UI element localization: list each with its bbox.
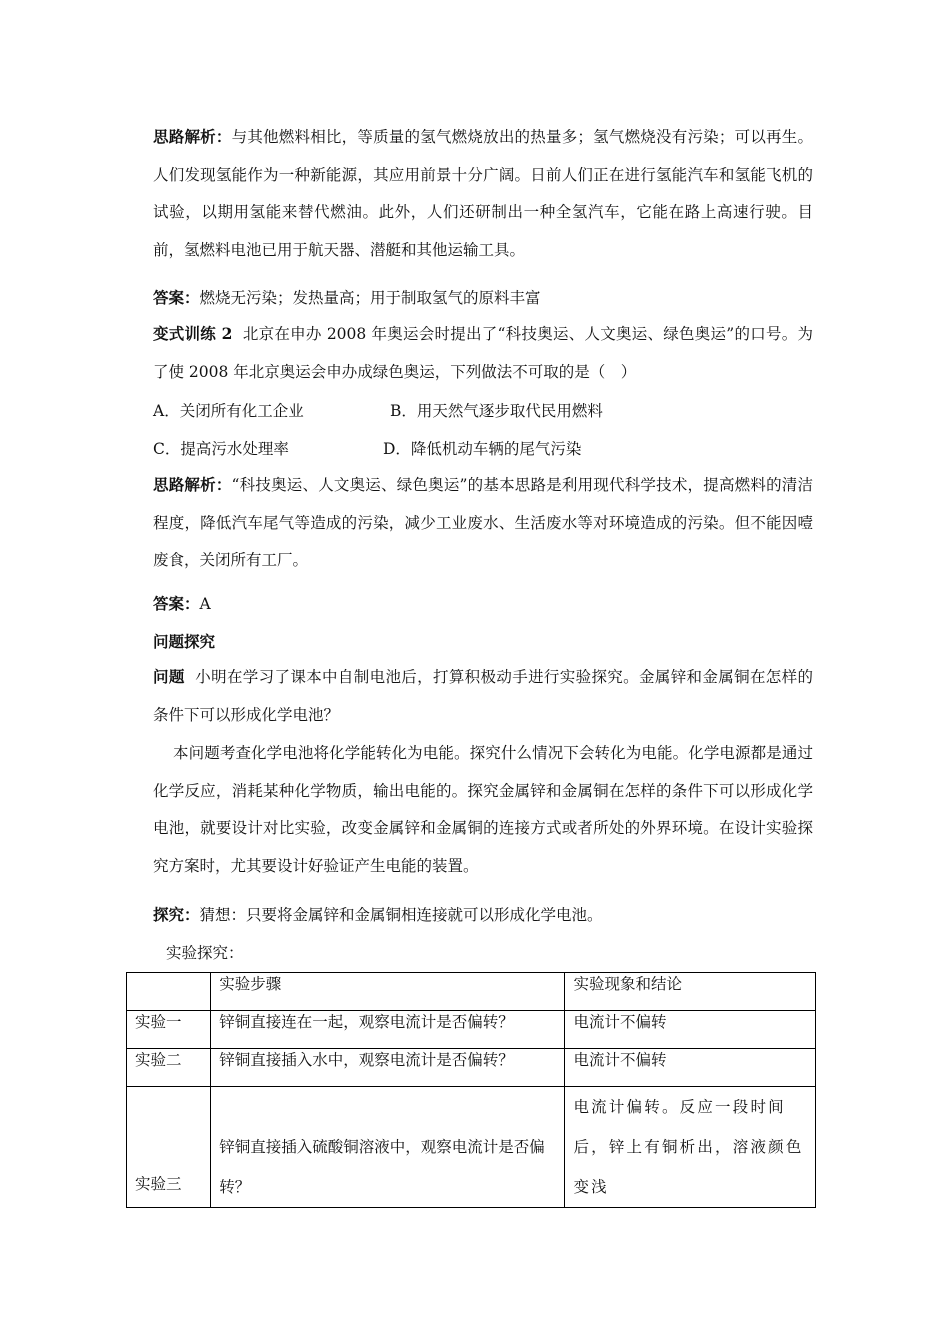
analysis-label: 思路解析： [153,475,232,494]
option-c: C．提高污水处理率 [153,440,289,458]
problem-analysis: 本问题考查化学电池将化学能转化为电能。探究什么情况下会转化为电能。化学电源都是通过化学反应，消耗某种化学物质，输出电能的。探究金属锌和金属铜在怎样的条件下可以形成化学电池，就要设计对比实验，改变金属锌和金属铜的连接方式或者所处的外界环境。在设计实验探究方案时，尤其要设计好验证产生电能的装置。 [153,744,813,875]
problem-paragraph [153,658,813,734]
explore-text: 猜想：只要将金属锌和金属铜相连接就可以形成化学电池。 [199,906,603,924]
table-cell: 锌铜直接插入水中，观察电流计是否偏转？ [211,1049,565,1087]
problem-text: 小明在学习了课本中自制电池后，打算积极动手进行实验探究。金属锌和金属铜在怎样的条件下可以形成化学电池？ [153,668,813,724]
table-row [127,1011,816,1049]
experiment-title: 实验探究： [166,944,244,962]
option-a: A．关闭所有化工企业 [153,402,304,420]
table-cell: 电流计偏转。反应一段时间后，锌上有铜析出，溶液颜色变浅 [565,1087,816,1208]
answer-label: 答案： [153,288,200,307]
table-cell: 实验三 [127,1087,211,1208]
explore-line [153,904,603,926]
explore-label: 探究： [153,905,200,924]
answer-text: A [199,595,211,613]
problem-label: 问题 [153,667,185,686]
analysis-label: 思路解析： [153,127,232,146]
analysis-paragraph-2 [153,466,813,580]
experiment-table [126,972,816,1208]
variant-label: 变式训练 2 [153,324,233,343]
answer-2 [153,593,211,615]
variant-question-2 [153,315,813,391]
table-header-cell: 实验步骤 [211,973,565,1011]
table-row [127,1049,816,1087]
variant-text: 北京在申办 2008 年奥运会时提出了“科技奥运、人文奥运、绿色奥运”的口号。为了使 2008 年北京奥运会申办成绿色奥运，下列做法不可取的是（ ） [153,325,813,381]
table-cell: 实验一 [127,1011,211,1049]
answer-1 [153,287,541,309]
table-cell: 实验二 [127,1049,211,1087]
table-header-cell: 实验现象和结论 [565,973,816,1011]
answer-text: 燃烧无污染；发热量高；用于制取氢气的原料丰富 [199,289,541,307]
table-row [127,1087,816,1208]
answer-label: 答案： [153,594,200,613]
analysis-text: “科技奥运、人文奥运、绿色奥运”的基本思路是利用现代科学技术，提高燃料的清洁程度，降低汽车尾气等造成的污染，减少工业废水、生活废水等对环境造成的污染。但不能因噎废食，关闭所有工厂。 [153,476,813,569]
option-d: D．降低机动车辆的尾气污染 [383,440,582,458]
analysis-text: 与其他燃料相比，等质量的氢气燃烧放出的热量多；氢气燃烧没有污染；可以再生。人们发现氢能作为一种新能源，其应用前景十分广阔。日前人们正在进行氢能汽车和氢能飞机的试验，以期用氢能来替代燃油。此外，人们还研制出一种全氢汽车，它能在路上高速行驶。目前，氢燃料电池已用于航天器、潜艇和其他运输工具。 [153,128,813,259]
table-cell: 电流计不偏转 [565,1049,816,1087]
table-header-cell [127,973,211,1011]
table-header-row [127,973,816,1011]
table-cell: 电流计不偏转 [565,1011,816,1049]
option-b: B．用天然气逐步取代民用燃料 [390,402,603,420]
table-cell: 锌铜直接插入硫酸铜溶液中，观察电流计是否偏转？ [211,1087,565,1208]
analysis-paragraph-1 [153,118,813,269]
table-cell: 锌铜直接连在一起，观察电流计是否偏转？ [211,1011,565,1049]
section-title: 问题探究 [153,632,216,651]
